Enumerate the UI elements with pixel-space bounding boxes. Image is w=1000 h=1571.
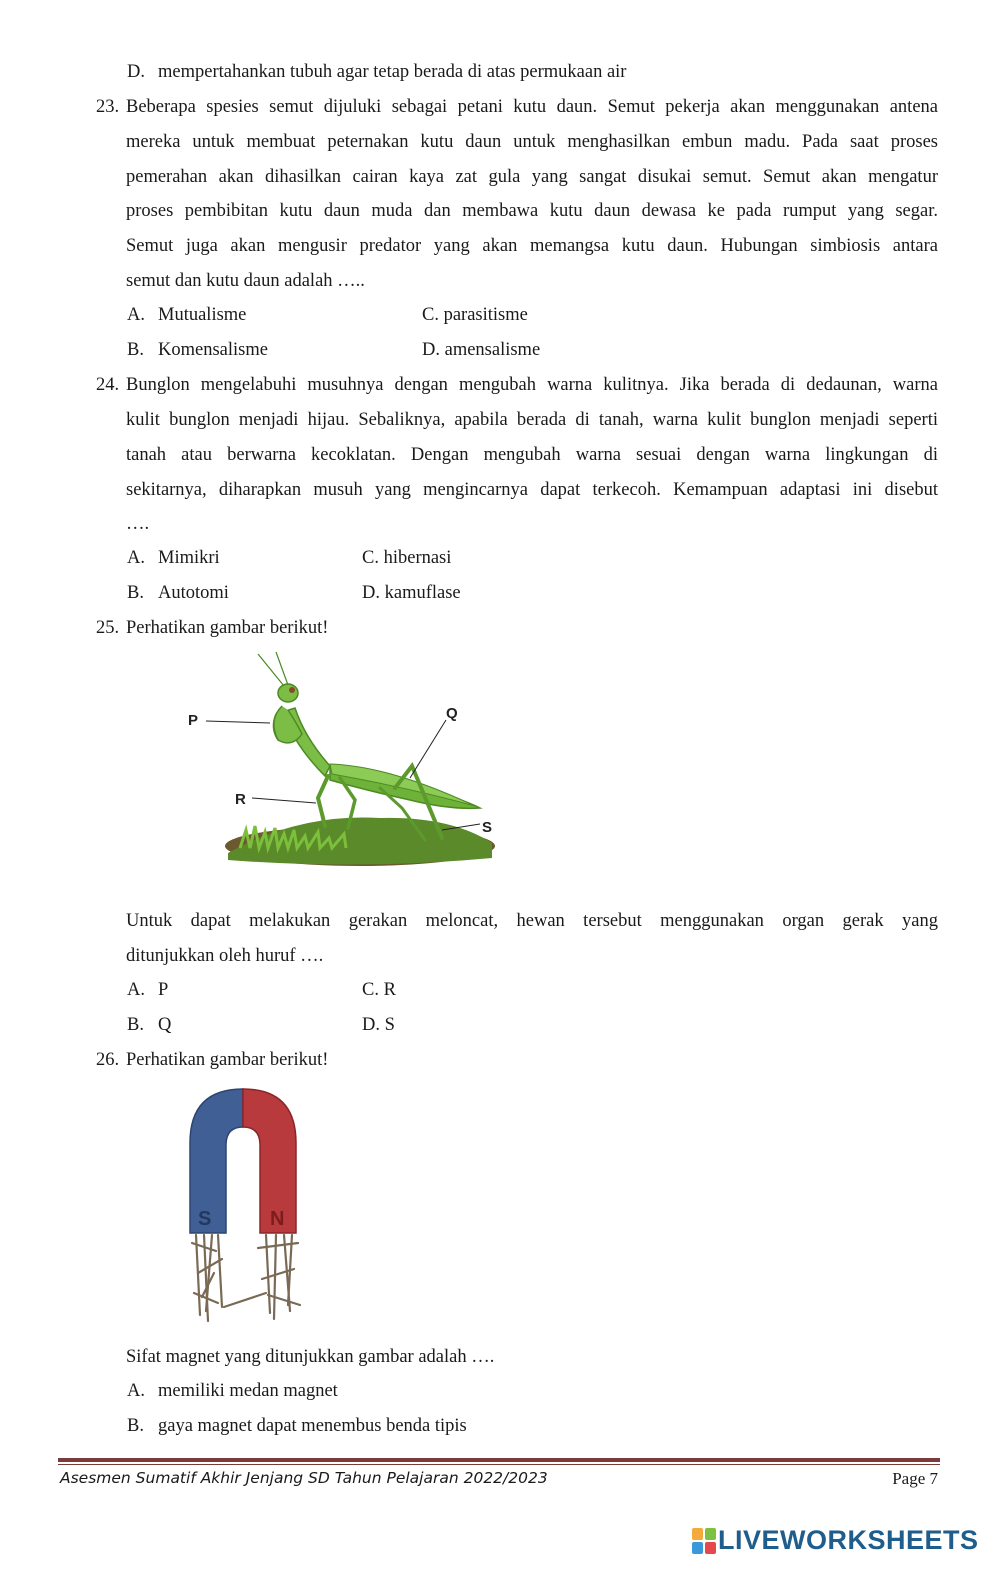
magnet-n-label: N (270, 1208, 285, 1230)
liveworksheets-logo[interactable] (692, 1525, 979, 1556)
footer-title: Asesmen Sumatif Akhir Jenjang SD Tahun Pelajaran 2022/2023 (60, 1469, 548, 1487)
q23-option-c[interactable]: C. parasitisme (422, 305, 528, 325)
option-text: memiliki medan magnet (158, 1381, 338, 1401)
question-number-23: 23. (96, 97, 120, 117)
magnet-figure (178, 1083, 328, 1333)
option-letter: B. (127, 340, 144, 360)
option-letter: A. (127, 548, 145, 568)
q25-option-b[interactable] (127, 1015, 171, 1036)
option-letter: B. (127, 1416, 144, 1436)
option-letter: A. (127, 305, 145, 325)
footer-divider-thin (58, 1464, 940, 1465)
liveworksheets-icon (692, 1528, 716, 1554)
q26-option-a[interactable] (127, 1381, 338, 1402)
q24-option-c[interactable]: C. hibernasi (362, 548, 452, 568)
q23-line-5: Semut juga akan mengusir predator yang akan memangsa kutu daun. Hubungan simbiosis antara (126, 236, 938, 256)
q24-line-3: tanah atau berwarna kecoklatan. Dengan mengubah warna sesuai dengan warna lingkungan di (126, 445, 938, 465)
option-letter: A. (127, 1381, 145, 1401)
q26-option-b[interactable] (127, 1416, 467, 1437)
nails (192, 1235, 300, 1321)
q23-line-2: mereka untuk membuat peternakan kutu daun untuk menghasilkan embun madu. Pada saat proses (126, 132, 938, 152)
question-number-26: 26. (96, 1050, 120, 1070)
label-r: R (235, 791, 246, 808)
q22-option-d[interactable] (127, 62, 626, 83)
q25-prompt: Perhatikan gambar berikut! (126, 618, 329, 638)
q25-line-1: Untuk dapat melakukan gerakan meloncat, hewan tersebut menggunakan organ gerak yang (126, 911, 938, 931)
option-text: Q (158, 1015, 172, 1035)
option-letter: D. (127, 62, 145, 82)
q25-option-c[interactable]: C. R (362, 980, 396, 1000)
q23-option-a[interactable] (127, 305, 246, 326)
q24-line-1: Bunglon mengelabuhi musuhnya dengan mengubah warna kulitnya. Jika berada di dedaunan, warna (126, 375, 938, 395)
q24-option-b[interactable] (127, 583, 229, 604)
brand-name: LIVEWORKSHEETS (718, 1525, 979, 1555)
q25-option-a[interactable] (127, 980, 168, 1001)
option-letter: B. (127, 583, 144, 603)
option-text: gaya magnet dapat menembus benda tipis (158, 1416, 467, 1436)
option-letter: B. (127, 1015, 144, 1035)
page-number: Page 7 (892, 1469, 938, 1488)
magnet-s-label: S (198, 1208, 212, 1230)
option-letter: A. (127, 980, 145, 1000)
q26-question: Sifat magnet yang ditunjukkan gambar adalah …. (126, 1347, 495, 1367)
q23-line-4: proses pembibitan kutu daun muda dan membawa kutu daun dewasa ke pada rumput yang segar. (126, 201, 938, 221)
footer-divider (58, 1458, 940, 1462)
q25-line-2: ditunjukkan oleh huruf …. (126, 946, 324, 966)
option-text: P (158, 980, 169, 1000)
mantis-figure (180, 648, 515, 876)
q23-line-6: semut dan kutu daun adalah ….. (126, 271, 365, 291)
q23-line-3: pemerahan akan dihasilkan cairan kaya zat gula yang sangat disukai semut. Semut akan mengatur (126, 167, 938, 187)
mantis-head (278, 684, 298, 702)
q25-option-d[interactable]: D. S (362, 1015, 395, 1035)
option-text: Mutualisme (158, 305, 247, 325)
label-p: P (188, 712, 199, 729)
q24-line-5: …. (126, 514, 150, 534)
option-text: Autotomi (158, 583, 229, 603)
question-number-24: 24. (96, 375, 120, 395)
question-number-25: 25. (96, 618, 120, 638)
q24-option-a[interactable] (127, 548, 220, 569)
q26-prompt: Perhatikan gambar berikut! (126, 1050, 329, 1070)
q24-line-2: kulit bunglon menjadi hijau. Sebaliknya, apabila berada di tanah, warna kulit bunglon menjadi seperti (126, 410, 938, 430)
option-text: Komensalisme (158, 340, 268, 360)
q23-option-d[interactable]: D. amensalisme (422, 340, 541, 360)
q24-line-4: sekitarnya, diharapkan musuh yang mengincarnya dapat terkecoh. Kemampuan adaptasi ini disebut (126, 480, 938, 500)
label-s: S (482, 819, 493, 836)
q24-option-d[interactable]: D. kamuflase (362, 583, 461, 603)
option-text: Mimikri (158, 548, 220, 568)
option-text: mempertahankan tubuh agar tetap berada di atas permukaan air (158, 62, 627, 82)
q23-line-1: Beberapa spesies semut dijuluki sebagai petani kutu daun. Semut pekerja akan menggunakan antena (126, 97, 938, 117)
q23-option-b[interactable] (127, 340, 268, 361)
label-q: Q (446, 705, 458, 722)
